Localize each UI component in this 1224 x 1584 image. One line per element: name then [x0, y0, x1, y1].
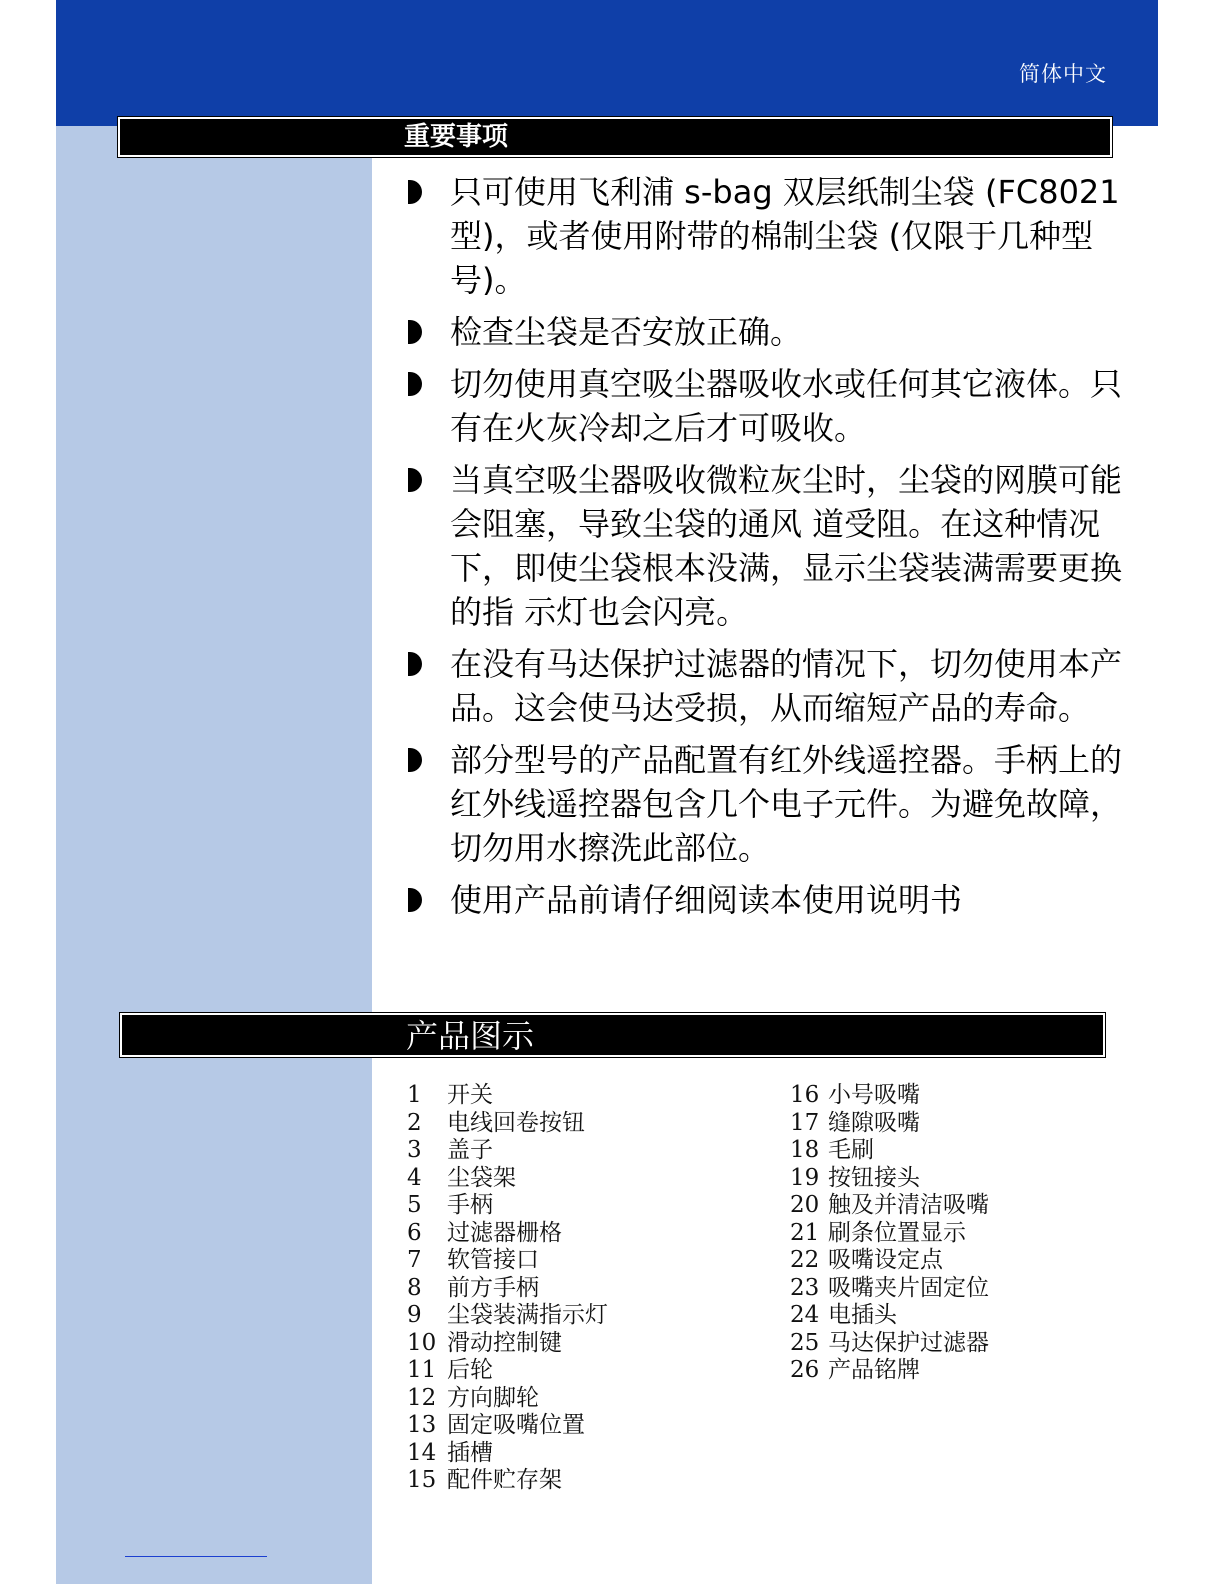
list-item — [404, 642, 1124, 730]
list-item — [407, 1467, 608, 1495]
list-item — [407, 1137, 608, 1165]
part-number: 18 — [790, 1137, 820, 1163]
bullet-icon — [408, 372, 422, 396]
side-column — [56, 126, 372, 1584]
list-item — [790, 1302, 989, 1330]
list-item — [404, 878, 1124, 922]
list-item — [407, 1110, 608, 1138]
list-item — [404, 310, 1124, 354]
list-item — [790, 1275, 989, 1303]
part-label: 电线回卷按钮 — [447, 1109, 585, 1136]
bullet-icon — [408, 748, 422, 772]
list-item — [790, 1330, 989, 1358]
list-item — [404, 362, 1124, 450]
part-label: 过滤器栅格 — [447, 1219, 562, 1246]
part-label: 电插头 — [828, 1302, 897, 1328]
part-label: 吸嘴设定点 — [828, 1247, 943, 1273]
part-number: 9 — [407, 1302, 422, 1328]
list-item — [404, 170, 1124, 302]
parts-list-right — [790, 1082, 989, 1385]
list-item — [407, 1192, 608, 1220]
part-label: 盖子 — [447, 1137, 493, 1163]
list-item — [407, 1385, 608, 1413]
part-label: 方向脚轮 — [447, 1384, 539, 1411]
part-number: 3 — [407, 1137, 422, 1163]
list-item — [407, 1082, 608, 1110]
note-text: 在没有马达保护过滤器的情况下，切勿使用本产品。这会使马达受损，从而缩短产品的寿命。 — [450, 645, 1123, 727]
part-number: 26 — [790, 1357, 820, 1383]
part-number: 7 — [407, 1247, 422, 1273]
footnote-divider — [125, 1556, 267, 1557]
part-number: 25 — [790, 1329, 820, 1356]
part-label: 吸嘴夹片固定位 — [828, 1274, 989, 1301]
part-label: 触及并清洁吸嘴 — [828, 1192, 989, 1218]
part-number: 12 — [407, 1384, 437, 1411]
list-item — [407, 1275, 608, 1303]
note-text: 检查尘袋是否安放正确。 — [450, 313, 803, 351]
part-number: 19 — [790, 1164, 820, 1191]
header-band — [56, 0, 1158, 126]
list-item — [790, 1220, 989, 1248]
list-item — [790, 1137, 989, 1165]
important-title: 重要事项 — [404, 122, 509, 152]
list-item — [790, 1357, 989, 1385]
part-label: 配件贮存架 — [447, 1467, 562, 1493]
part-number: 10 — [407, 1329, 437, 1356]
bullet-icon — [408, 468, 422, 492]
part-label: 小号吸嘴 — [828, 1082, 920, 1108]
part-number: 15 — [407, 1467, 437, 1493]
part-number: 14 — [407, 1439, 437, 1466]
part-label: 尘袋架 — [447, 1164, 516, 1191]
part-number: 8 — [407, 1274, 422, 1301]
part-label: 缝隙吸嘴 — [828, 1109, 920, 1136]
list-item — [407, 1357, 608, 1385]
language-label: 简体中文 — [1019, 62, 1107, 86]
note-text: 切勿使用真空吸尘器吸收水或任何其它液体。只有在火灰冷却之后才可吸收。 — [450, 365, 1123, 447]
overview-section-header — [120, 1013, 1105, 1057]
part-number: 21 — [790, 1219, 820, 1246]
parts-list-left — [407, 1082, 608, 1495]
list-item — [790, 1165, 989, 1193]
part-label: 开关 — [447, 1082, 493, 1108]
list-item — [404, 458, 1124, 634]
part-label: 后轮 — [447, 1357, 493, 1383]
list-item — [407, 1220, 608, 1248]
part-number: 5 — [407, 1192, 422, 1218]
part-label: 插槽 — [447, 1439, 493, 1466]
part-label: 软管接口 — [447, 1247, 539, 1273]
part-number: 1 — [407, 1082, 422, 1108]
bullet-icon — [408, 652, 422, 676]
part-number: 24 — [790, 1302, 820, 1328]
note-text: 只可使用飞利浦 s-bag 双层纸制尘袋 (FC8021 型)，或者使用附带的棉制尘袋 (仅限于几种型号)。 — [450, 173, 1120, 299]
part-number: 22 — [790, 1247, 820, 1273]
list-item — [790, 1110, 989, 1138]
bullet-icon — [408, 320, 422, 344]
part-number: 4 — [407, 1164, 422, 1191]
list-item — [407, 1440, 608, 1468]
part-number: 13 — [407, 1412, 437, 1438]
bullet-icon — [408, 180, 422, 204]
list-item — [407, 1412, 608, 1440]
part-number: 23 — [790, 1274, 820, 1301]
important-list — [404, 170, 1124, 930]
part-number: 16 — [790, 1082, 820, 1108]
part-label: 尘袋装满指示灯 — [447, 1302, 608, 1328]
overview-title: 产品图示 — [406, 1017, 535, 1055]
note-text: 使用产品前请仔细阅读本使用说明书 — [450, 881, 963, 919]
part-label: 滑动控制键 — [447, 1329, 562, 1356]
part-number: 2 — [407, 1109, 422, 1136]
part-label: 马达保护过滤器 — [828, 1329, 989, 1356]
part-number: 11 — [407, 1357, 437, 1383]
list-item — [407, 1330, 608, 1358]
bullet-icon — [408, 888, 422, 912]
list-item — [407, 1165, 608, 1193]
list-item — [790, 1247, 989, 1275]
note-text: 部分型号的产品配置有红外线遥控器。手柄上的红外线遥控器包含几个电子元件。为避免故障，切勿用水擦洗此部位。 — [450, 741, 1123, 867]
list-item — [407, 1247, 608, 1275]
list-item — [407, 1302, 608, 1330]
note-text: 当真空吸尘器吸收微粒灰尘时，尘袋的网膜可能会阻塞，导致尘袋的通风 道受阻。在这种情况下，即使尘袋根本没满，显示尘袋装满需要更换的指 示灯也会闪亮。 — [450, 461, 1123, 631]
part-number: 17 — [790, 1109, 820, 1136]
part-label: 前方手柄 — [447, 1274, 539, 1301]
part-number: 20 — [790, 1192, 820, 1218]
part-number: 6 — [407, 1219, 422, 1246]
list-item — [404, 738, 1124, 870]
list-item — [790, 1082, 989, 1110]
part-label: 固定吸嘴位置 — [447, 1412, 585, 1438]
part-label: 刷条位置显示 — [828, 1219, 966, 1246]
part-label: 按钮接头 — [828, 1164, 920, 1191]
part-label: 手柄 — [447, 1192, 493, 1218]
part-label: 毛刷 — [828, 1137, 874, 1163]
list-item — [790, 1192, 989, 1220]
important-section-header — [118, 117, 1112, 157]
part-label: 产品铭牌 — [828, 1357, 920, 1383]
